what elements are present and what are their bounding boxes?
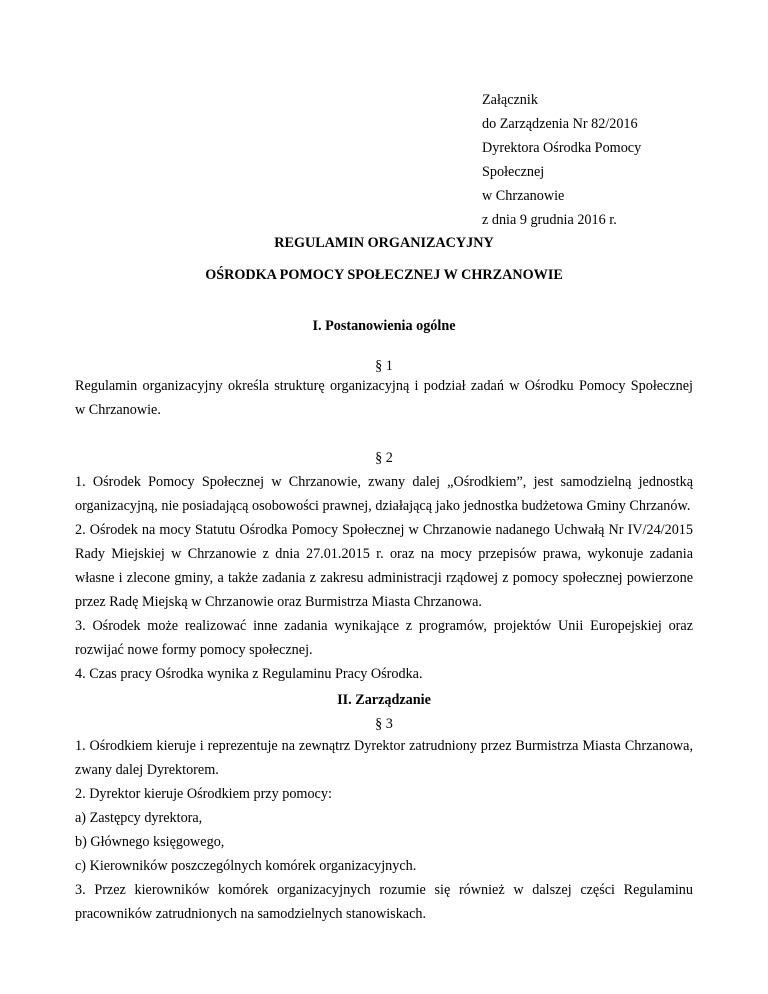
text-line: w Chrzanowie. <box>75 402 161 418</box>
text-line: 3. Przez kierowników komórek organizacyjnych rozumie się również w dalszej części Regulaminu <box>75 882 693 898</box>
text-line: 2. Dyrektor kieruje Ośrodkiem przy pomocy: <box>75 786 332 802</box>
text-line: własne i zlecone gminy, a także zadania z zakresu administracji rządowej z pomocy społecznej powierzone <box>75 570 693 586</box>
paragraph-sign: § 3 <box>375 716 393 732</box>
text-line: organizacyjną, nie posiadającą osobowości prawnej, działającą jako jednostka budżetowa Gminy Chrzanów. <box>75 498 691 514</box>
annex-line: Załącznik <box>482 92 538 108</box>
text-line: przez Radę Miejską w Chrzanowie oraz Burmistrza Miasta Chrzanowa. <box>75 594 482 610</box>
text-line: Regulamin organizacyjny określa strukturę organizacyjną i podział zadań w Ośrodku Pomocy Społecznej <box>75 378 693 394</box>
annex-line: Społecznej <box>482 164 545 180</box>
text-line: b) Głównego księgowego, <box>75 834 225 850</box>
annex-line: do Zarządzenia Nr 82/2016 <box>482 116 638 132</box>
text-line: rozwijać nowe formy pomocy społecznej. <box>75 642 313 658</box>
text-line: 3. Ośrodek może realizować inne zadania wynikające z programów, projektów Unii Europejskiej oraz <box>75 618 693 634</box>
text-line: c) Kierowników poszczególnych komórek organizacyjnych. <box>75 858 417 874</box>
section-heading: I. Postanowienia ogólne <box>312 318 456 334</box>
text-line: 4. Czas pracy Ośrodka wynika z Regulaminu Pracy Ośrodka. <box>75 666 423 682</box>
paragraph-sign: § 2 <box>375 450 393 466</box>
paragraph-sign: § 1 <box>375 358 393 374</box>
annex-line: z dnia 9 grudnia 2016 r. <box>482 212 617 228</box>
paragraph-body <box>75 374 693 422</box>
annex-block <box>482 88 722 232</box>
text-line: 2. Ośrodek na mocy Statutu Ośrodka Pomocy Społecznej w Chrzanowie nadanego Uchwałą Nr IV/24/2015 <box>75 522 693 538</box>
annex-line: w Chrzanowie <box>482 188 565 204</box>
paragraph-body <box>75 734 693 926</box>
document-title-line2: OŚRODKA POMOCY SPOŁECZNEJ W CHRZANOWIE <box>205 267 563 283</box>
document-title-line1: REGULAMIN ORGANIZACYJNY <box>274 235 494 251</box>
paragraph-body <box>75 470 693 686</box>
text-line: a) Zastępcy dyrektora, <box>75 810 203 826</box>
text-line: 1. Ośrodkiem kieruje i reprezentuje na zewnątrz Dyrektor zatrudniony przez Burmistrza Miasta Chrzanowa, <box>75 738 693 754</box>
text-line: 1. Ośrodek Pomocy Społecznej w Chrzanowie, zwany dalej „Ośrodkiem”, jest samodzielną jednostką <box>75 474 693 490</box>
text-line: pracowników zatrudnionych na samodzielnych stanowiskach. <box>75 906 427 922</box>
text-line: Rady Miejskiej w Chrzanowie z dnia 27.01.2015 r. oraz na mocy przepisów prawa, wykonuje zadania <box>75 546 693 562</box>
annex-line: Dyrektora Ośrodka Pomocy <box>482 140 642 156</box>
text-line: zwany dalej Dyrektorem. <box>75 762 219 778</box>
section-heading: II. Zarządzanie <box>337 692 431 708</box>
